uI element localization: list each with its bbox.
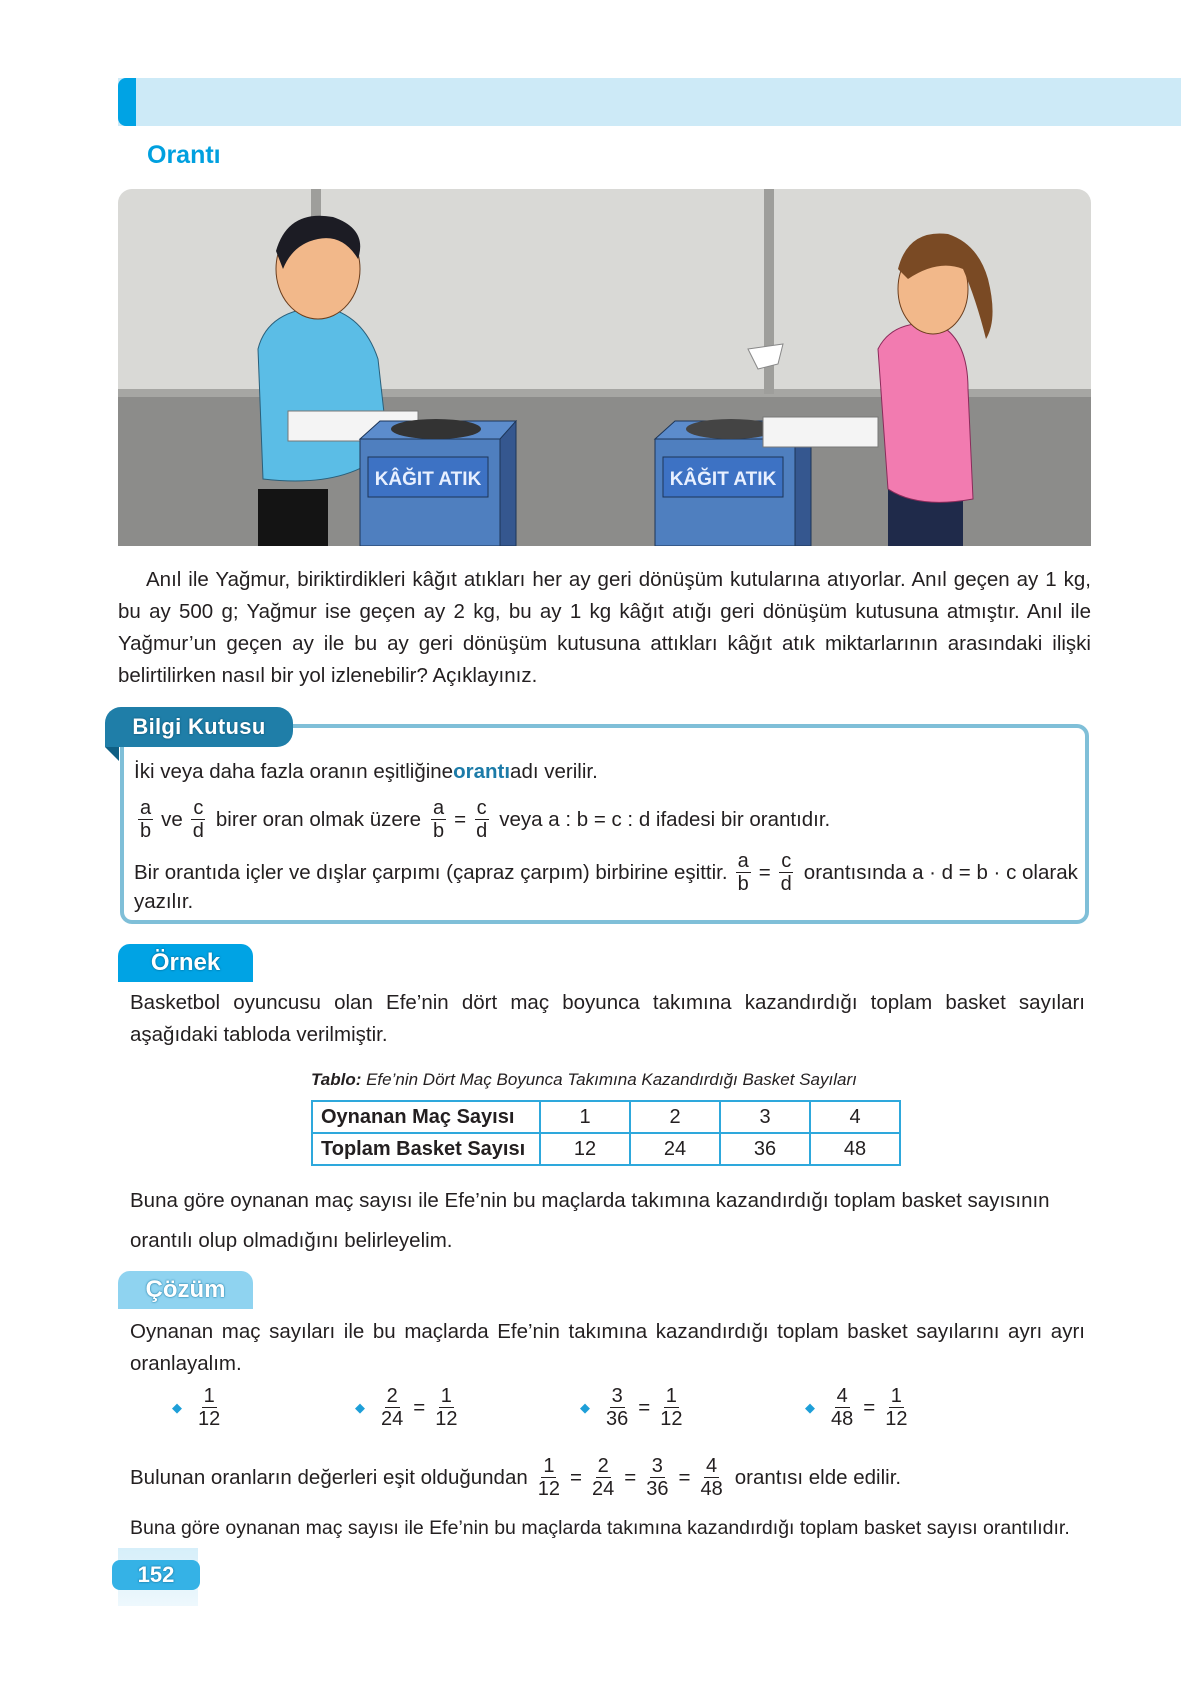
solution-final: Buna göre oynanan maç sayısı ile Efe’nin bu maçlarda takımına kazandırdığı toplam basket sayısı orantılıdır.	[130, 1517, 1070, 1539]
example-text: Basketbol oyuncusu olan Efe’nin dört maç boyunca takımına kazandırdığı toplam basket sayıları aşağıdaki tabloda verilmiştir.	[130, 991, 1085, 1046]
basket-table	[311, 1100, 901, 1166]
table-caption: Tablo: Efe’nin Dört Maç Boyunca Takımına Kazandırdığı Basket Sayıları	[311, 1070, 857, 1089]
info-notation-line: $\frac{a}{b}$ ve $\frac{c}{d}$ birer oran olmak üzere $\frac{a}{b}$ = $\frac{c}{d}$ veya a : b = c : d ifadesi bir orantıdır.	[140, 797, 831, 842]
ratio-item: ◆ $\frac{2}{24}$ = $\frac{1}{12}$	[355, 1385, 458, 1430]
recycling-bin-left	[360, 419, 516, 546]
svg-text:KÂĞIT ATIK: KÂĞIT ATIK	[374, 469, 482, 490]
diamond-bullet-icon: ◆	[580, 1399, 590, 1415]
example-label: Örnek	[118, 944, 253, 982]
info-box-label: Bilgi Kutusu	[105, 707, 293, 747]
example-question: Buna göre oynanan maç sayısı ile Efe’nin bu maçlarda takımına kazandırdığı toplam basket sayısının orantılı olup olmadığını belirleyelim.	[130, 1189, 1050, 1252]
diamond-bullet-icon: ◆	[172, 1399, 182, 1415]
page-number: 152	[112, 1560, 200, 1590]
info-definition: İki veya daha fazla oranın eşitliğine orantı adı verilir.	[134, 760, 598, 783]
header-accent-tab	[118, 78, 136, 126]
table-row: Oynanan Maç Sayısı 1 2 3 4	[312, 1101, 900, 1133]
info-cross-product-cont: yazılır.	[134, 890, 194, 913]
intro-paragraph: Anıl ile Yağmur, biriktirdikleri kâğıt atıkları her ay geri dönüşüm kutularına atıyorlar. Anıl geçen ay 1 kg, bu ay 500 g; Yağmur ise geçen ay 2 kg, bu ay 1 kg kâğıt atığı geri dönüşüm kutusuna atmıştır. Anıl ile Yağmur’un geçen ay ile bu ay geri dönüşüm kutusuna attıkları kâğıt atık miktarlarının arasındaki ilişki belirtilirken nasıl bir yol izlenebilir? Açıklayınız.	[118, 568, 1091, 687]
svg-text:KÂĞIT ATIK: KÂĞIT ATIK	[669, 469, 777, 490]
fraction-a-b: $\frac{a}{b}$	[140, 797, 152, 842]
solution-text: Oynanan maç sayıları ile bu maçlarda Efe’nin takımına kazandırdığı toplam basket sayılarını ayrı ayrı oranlayalım.	[130, 1320, 1085, 1375]
solution-label: Çözüm	[118, 1271, 253, 1309]
info-box-label-fold	[105, 747, 119, 761]
table-row: Toplam Basket Sayısı 12 24 36 48	[312, 1133, 900, 1165]
section-title: Orantı	[147, 141, 221, 169]
ratio-item: ◆ $\frac{4}{48}$ = $\frac{1}{12}$	[805, 1385, 908, 1430]
diamond-bullet-icon: ◆	[805, 1399, 815, 1415]
ratio-item: ◆ $\frac{3}{36}$ = $\frac{1}{12}$	[580, 1385, 683, 1430]
fraction-c-d: $\frac{c}{d}$	[192, 797, 204, 842]
recycling-illustration	[118, 189, 1091, 546]
info-cross-product-line: Bir orantıda içler ve dışlar çarpımı (çapraz çarpım) birbirine eşittir. $\frac{a}{b}$ = $\frac{c}{d}$ orantısında a · d = b · c olarak	[134, 850, 1078, 895]
header-band	[118, 78, 1181, 126]
term-oranti: orantı	[453, 760, 511, 783]
solution-conclusion: Bulunan oranların değerleri eşit olduğundan $\frac{1}{12}$ = $\frac{2}{24}$ = $\frac{3}{36}$ = $\frac{4}{48}$ orantısı elde edilir.	[130, 1455, 902, 1500]
diamond-bullet-icon: ◆	[355, 1399, 365, 1415]
ratio-item: ◆ $\frac{1}{12}$	[172, 1385, 221, 1430]
